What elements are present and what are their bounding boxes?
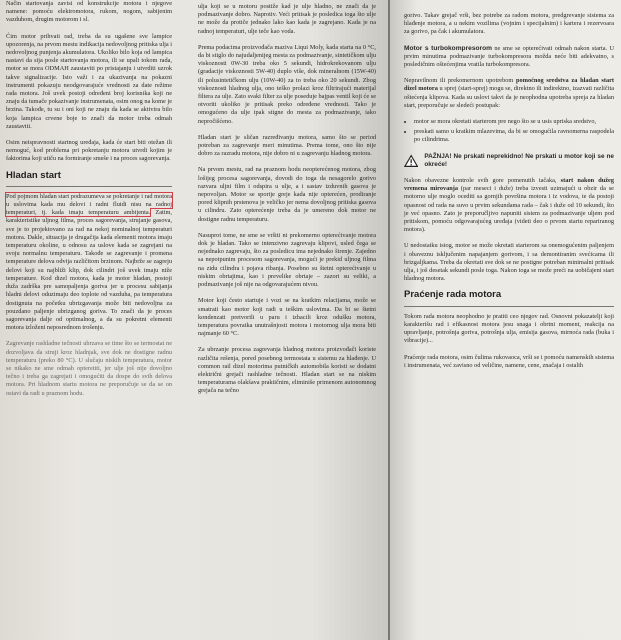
right-column: gorivo. Takav grejač vrši, bez potrebe za radom motora, predgrevanje sistema za hlađenje motora, a u nekim vozilima (vojnim i specijalnim) i kartera i rezervoara za gorivo, pa čak i akumulatora. Motor s turbokompresorom ne sme se opterećivati odmah nakon starta. U prvim minutima podmazivanje turbokompresora možda neće biti adekvatno, s posledičnim oštećenjima vratila turbokompresora. Nepravilnom ili prekomernom upotrebom pomoćnog sredstva za hladan start dizel motora u sprej (start-sprej) mogu se, direktno ili indirektno, izazvati različita oštećenja klipova. Kada su uslovi takvi da je neophodna upotreba spreja za hladan start, preporučuje se sledeći postupak: • motor se mora okretati starterom pre nego što se u usis upriska sredstvo, • preskati samo u kratkim mlazevima, da bi se omogućila ravnomerna raspodela po cilindrima. PAŽNJA! Ne prskati neprekidno! Ne prskati u motor koji se ne okreće! Nakon obavezne kontrole svih gore pomenutih tačaka, start nakon dužeg vremena mirovanja (par meseci i duže) treba izvesti uzimajući u obzir da se motorno ulje moglo ocediti sa gornjih površina motora i iz vodova, te da postoji opasnost od rada na suvo u prvim sekundama rada – čak i duže od 10 sekundi, što je već opasno. Zato je preporučljivo napuniti sistem za podmazivanje uljem pod pritiskom, pomoću odgovarajućeg uređaja (videti deo o prvom startu repariranog motora). U nedostatku istog, motor se može okretati starterom sa onemogućenim paljenjem i obaveznu isključenim napajanjem gorivom, i sa demontiranim svećicama ili brizgaljkama. Treba da okretati sve dok se ne postigne potreban minimalni pritisak ulja, i još desetak sekundi posle toga. Nakon toga se može preći na uobičajeni start hladnog motora. Praćenje rada motora Tokom rada motora neophodno je pratiti ceo njegov rad. Osnovni pokazatelji koji karakterišu rad i efikasnost motora jesu snaga i obrtni moment, reakcija na upravljanje, potrošnja goriva, potrošnja ulja, emisija gasova, mirnoća rada (buka i vibracije)... Praćenje rada motora, osim čulima rukovaoca, vrši se i pomoću namenskih sistema i instrumenata, već zavisno od veličine, namene, cene, značaja i ostalih [404, 12, 614, 378]
paragraph: Zagrevanje rashladne tečnosti ubrzava se time što se termostat ne dozvoljava da struji kroz hladnjak, sve dok ne dostigne radnu temperaturu (preko 80 °C). U slučaju niskih temperatura, motor se nikako ne sme odmah opteretiti, jer ulje još nije dovoljno tečno i treba ga zagrejati i omogućiti da dospe do svih delova motora. Pri hladnom startu motora ne preporučuje se da se on ostavi da radi u praznom hodu. [6, 340, 172, 397]
bold-phrase: start nakon dužeg vremena mirovanja [404, 177, 615, 193]
paragraph: Prema podacima proizvođača maziva Liqui Moly, kada starta na 0 °C, da bi stiglo do najudaljenijeg mesta za podmazivanje, sintetičkom ulju viskoznosti 0W-30 treba oko 5 sekundi, hidrokrekovanom ulju (gradacije viskoznosti 5W-40) duplo više, dok mineralnom (15W-40) ili polusintetičkom ulju (10W-40) za to treba oko 20 sekundi. Zbog viskoznosti hladnog ulja, ono teško prolazi kroz filtrirajući materijal filtera za ulje. Zato svaki filter za ulje poseduje bajpas ventil koji će se otvoriti ukoliko je pritisak preko određene vrednosti. Tako je omogućeno da ulje ipak stigne do mesta za podmazivanje, iako nepročišćeno. [198, 43, 376, 125]
paragraph: Tokom rada motora neophodno je pratiti ceo njegov rad. Osnovni pokazatelji koji karakterišu rad i efikasnost motora jesu snaga i obrtni moment, reakcija na upravljanje, potrošnja goriva, potrošnja ulja, emisija gasova, mirnoća rada (buka i vibracije)... [404, 312, 614, 345]
left-column-1 [6, 0, 172, 406]
right-page [390, 0, 621, 640]
paragraph: Na prvom mestu, rad na praznom hodu neopterećenog motora, zbog lošijeg procesa sagorevanja, dovodi do toga da nesagorelo gorivo razvara uljni film i odspira u ulje, a i sastav izduvnih gasova je nepovoljan. Motor se sporije greje kada nije opterećen, prodiranje pored klipnih prstenova je veličko jer nema dovoljnog pritiska gasova u cilindru. Zato opterećenje treba da je umereno dok motor ne dostigne radnu temperaturu. [198, 166, 376, 223]
paragraph: Nasuprot tome, ne sme se vršiti ni prekomerno opterećivanje motora dok je hladan. Tako se intenzivno zagrevaju klipovi, usled čega se nejednako zagrevaju, što za posledicu ima nejednako širenje. Zajedno sa nepotpunim procesom sagorevanja, mogući je prekid uljnog filma na zidu cilindra i pojava ribanja. Posebno su štetni opterećivanje u niskim obrtajima, kao i prevelike obrtaje – zazori su veliki, a podmazivanje još nije na odgovarajućem nivou. [198, 231, 376, 289]
bold-lead-turbo: Motor s turbokompresorom [404, 44, 492, 52]
section-heading-monitoring: Praćenje rada motora [404, 289, 502, 301]
paragraph: Hladan start je sličan razređivanju motora, samo što se period potreban za zagrevanje meri minutima. Prema tome, ono što nije dobro za razradu motora, nije dobro ni u zagrevanju hladnog motora. [198, 133, 376, 158]
paragraph: Za ubrzanje procesa zagrevanja hladnog motora proizvođači koriste različita rešenja, pored posebnog termostata u sistemu za hlađenje. U common rail dizel motorima putničkih automobila koristi se dodatni električni grejači rashladne tečnosti. Hladan start se na niskim temperaturama olakšava praktičnim, eliminiše primenom autonomnog grejača na tečno [198, 346, 376, 395]
paragraph: Nepravilnom ili prekomernom upotrebom pomoćnog sredstva za hladan start dizel motora u sprej (start-sprej) mogu se, direktno ili indirektno, izazvati različita oštećenja klipova. Kada su uslovi takvi da je neophodna upotreba spreja za hladan start, preporučuje se sledeći postupak: [404, 77, 614, 109]
paragraph: Motor koji često startuje i vozi se na kratkim relacijama, može se smatrati kao motor koji radi u teškim uslovima. Da bi se štetni kondenzati pretvorili u paru i izbacili kroz odušku motora, temperatura povratka unutrašnjosti motora i motornog ulja mora biti najmanje 60 °C. [198, 297, 376, 338]
paragraph: Nakon obavezne kontrole svih gore pomenutih tačaka, start nakon dužeg vremena mirovanja (par meseci i duže) treba izvesti uzimajući u obzir da se motorno ulje moglo ocediti sa gornjih površina motora i iz vodova, te da postoji opasnost od rada na suvo u prvim sekundama rada – čak i duže od 10 sekundi, što je već opasno. Zato je preporučljivo napuniti sistem za podmazivanje uljem pod pritiskom, pomoću odgovarajućeg uređaja (videti deo o prvom startu repariranog motora). [404, 177, 615, 234]
highlighted-text: Pod pojmom hladan start podrazumeva se pokretanje i rad motora u uslovima kada mu delovi i radni fluidi nisu na radnoj temperaturi, tj. kada imaju temperaturu ambijenta. [6, 192, 172, 217]
warning-text: PAŽNJA! Ne prskati neprekidno! Ne prskati u motor koji se ne okreće! [424, 152, 614, 168]
paragraph: Praćenje rada motora, osim čulima rukovaoca, vrši se i pomoću namenskih sistema i instrumenata, već zavisno od veličine, namene, cene, značaja i ostalih [404, 353, 614, 369]
bullet-list [404, 118, 614, 145]
paragraph-continuation: Zatim, karakteristike uljnog filma, proces sagorevanja, strujanje gasova, sve je to projektovano za rad na nekoj nominalnoj temperaturi motora. Dakle, situacija je drugačija kada elementi motora imaju temperaturu okoline, u odnosu za uslove kada se zagrejani na svoju normalnu temperaturu. Takođe se zagrevanje i promena temperature delova odvija različitom brzinom. Najbrže se zagreju delovi koji su najbliži klip, dok cilindri još uvek imaju niže temperature. Kod dizel motora, kada je motor hladan, postoji duža zadrška pre samopaljenja goriva jer u procesu sabijanja hladni delovi oduzimaju deo toplote od vazduha, pa temperatura dostignuta na početku ubrizgavanja može biti nedovoljna za pouzdano paljenje ubrizganog goriva. To znači da je proces sagorevanja dalje od optimalnog, a da su pokretni elementi motora izloženi neposrednom trošenju. [6, 209, 172, 332]
paragraph: ulja koji se u motoru postiže kad je ulje hladno, ne znači da je podmazivanje dobro. Naprotiv. Veći pritisak je posledica toga što ulje ne može da protiče jednako lako kao kada je zagrejano. Kada je na radnoj temperaturi, ulje teče kao voda. [198, 3, 376, 35]
list-item: • motor se mora okretati starterom pre nego što se u usis upriska sredstvo, [414, 118, 614, 126]
warning-note [404, 153, 614, 169]
left-column-2 [198, 3, 376, 404]
paragraph: Ćim motor prihvati rad, treba da su ugašene sve lampice upozorenja, na prvom mestu indikacija nedovoljnog pritiska ulja i nedovoljnog punjenja akumulatora. Ukoliko bilo koja od lampica nastavi da sija posle startovanja motora, ili se upali tokom rada, motor se mora ODMAH zaustaviti po pristajanju i utvrditi uzrok takve signalizacije. Isto važi i za ukazivanja na pokazni instrumenti pokazuju neodgovarajuće vrednosti za date režime rada motora. Još uvek postoji određeni broj korisnika koji ne znaju da tumače pokazivanje instrumenata, osim onog na kome je brzina. Takođe, tu su i oni koji ne znaju da kada se aktivira bilo koja lampica crvene boje to znači da motor treba odmah zaustaviti. [6, 32, 172, 130]
paragraph: Način startovanja zavisi od konstrukcije motora i njegove namene: pomoću elektromotora, rukom, nogom, sabijenim vazduhom, drugim motorom i sl. [6, 0, 172, 24]
section-heading-cold-start: Hladan start [6, 169, 61, 181]
bold-phrase: pomoćnog sredstva za hladan start dizel motora [404, 77, 614, 93]
heading-rule [404, 306, 614, 307]
list-item: • preskati samo u kratkim mlazevima, da bi se omogućila ravnomerna raspodela po cilindrima. [414, 128, 614, 144]
paragraph: U nedostatku istog, motor se može okretati starterom sa onemogućenim paljenjem i obaveznu isključenim napajanjem gorivom, i sa demontiranim svećicama ili brizgaljkama. Treba da okretati sve dok se ne postigne potreban minimalni pritisak ulja, i još desetak sekundi posle toga. Nakon toga se može preći na uobičajeni start hladnog motora. [404, 242, 614, 283]
paragraph [6, 193, 172, 332]
heading-rule [6, 186, 172, 187]
warning-triangle-icon [404, 154, 418, 168]
paragraph: Osim neispravnosti startnog uređaja, kada će start biti otežan ili nemoguć, kod problema pri pokretanju motora utvrdi kojim je faktorima koji utiču na formiranje smeše i na proces sagorevanja. [6, 139, 172, 163]
paragraph: gorivo. Takav grejač vrši, bez potrebe za radom motora, predgrevanje sistema za hlađenje motora, a u nekim vozilima (vojnim i specijalnim) i kartera i rezervoara za gorivo, pa čak i akumulatora. [404, 12, 614, 36]
